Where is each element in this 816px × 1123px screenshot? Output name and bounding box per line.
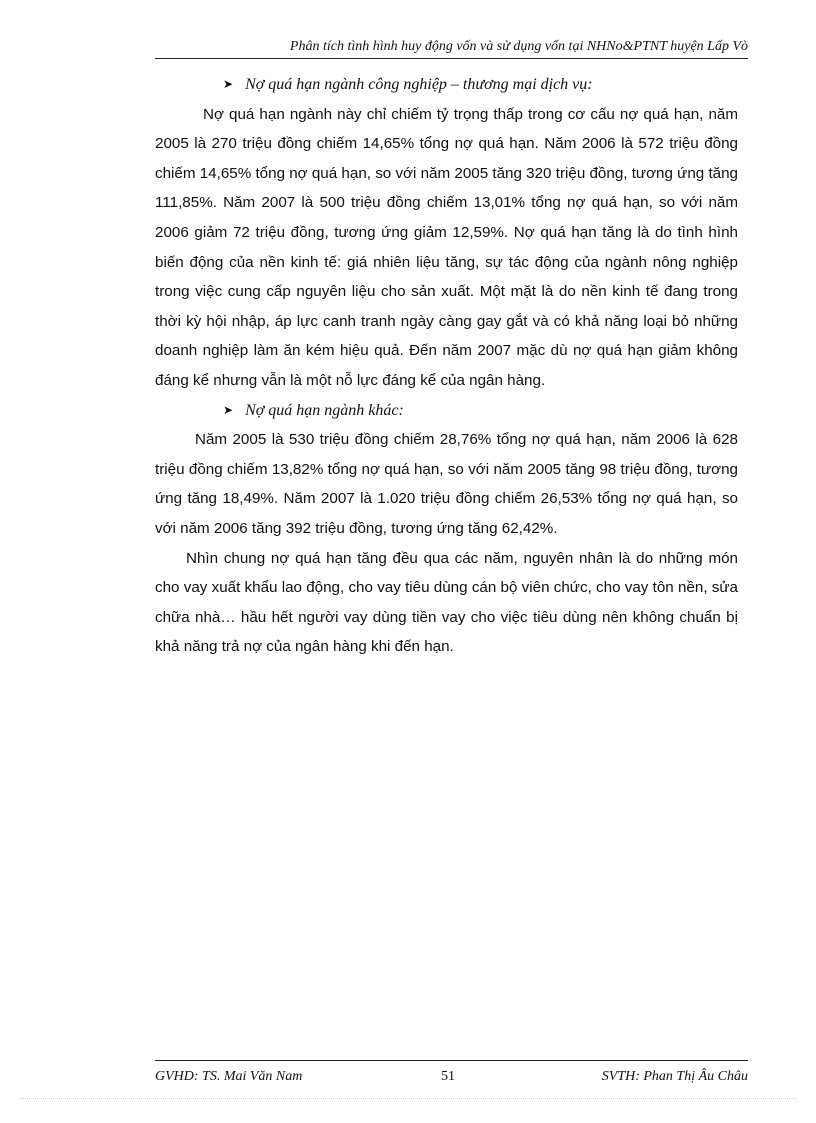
- paragraph-other: Năm 2005 là 530 triệu đồng chiếm 28,76% tổng nợ quá hạn, năm 2006 là 628 triệu đồng chiếm 13,82% tổng nợ quá hạn, so với năm 2005 tăng 98 triệu đồng, tương ứng tăng 18,49%. Năm 2007 là 1.020 triệu đồng chiếm 26,53% tổng nợ quá hạn, so với năm 2006 tăng 392 triệu đồng, tương ứng tăng 62,42%.: [155, 431, 738, 537]
- page-header: [155, 38, 748, 59]
- page-footer: [155, 1060, 748, 1089]
- arrow-bullet-icon: ➤: [223, 402, 234, 417]
- paragraph-conclusion: Nhìn chung nợ quá hạn tăng đều qua các năm, nguyên nhân là do những món cho vay xuất khẩu lao động, cho vay tiêu dùng cán bộ viên chức, cho vay tôn nền, sửa chữa nhà… hầu hết người vay dùng tiền vay cho việc tiêu dùng nên không chuẩn bị khả năng trả nợ của ngân hàng khi đến hạn.: [155, 549, 738, 656]
- header-title: Phân tích tình hình huy động vốn và sử dụng vốn tại NHNo&PTNT huyện Lấp Vò: [289, 39, 748, 54]
- paragraph-industry: Nợ quá hạn ngành này chỉ chiếm tỷ trọng thấp trong cơ cấu nợ quá hạn, năm 2005 là 270 triệu đồng chiếm 14,65% tổng nợ quá hạn. Năm 2006 là 572 triệu đồng chiếm 14,65% tổng nợ quá hạn, so với năm 2005 tăng 320 triệu đồng, tương ứng tăng 111,85%. Năm 2007 là 500 triệu đồng chiếm 13,01% tổng nợ quá hạn, so với năm 2006 giảm 72 triệu đồng, tương ứng giảm 12,59%. Nợ quá hạn tăng là do tình hình biến động của nền kinh tế: giá nhiên liệu tăng, sự tác động của ngành nông nghiệp trong việc cung cấp nguyên liệu cho sản xuất. Một mặt là do nền kinh tế đang trong thời kỳ hội nhập, áp lực canh tranh ngày càng gay gắt và có khả năng loại bỏ những doanh nghiệp làm ăn kém hiệu quả. Đến năm 2007 mặc dù nợ quá hạn giảm không đáng kể nhưng vẫn là một nỗ lực đáng kể của ngân hàng.: [155, 105, 739, 389]
- heading-text: Nợ quá hạn ngành công nghiệp – thương mại dịch vụ:: [245, 76, 593, 93]
- footer-student: SVTH: Phan Thị Âu Châu: [601, 1069, 748, 1084]
- section-heading-industry: [155, 70, 738, 100]
- page-border-dotted: [20, 1098, 796, 1099]
- heading-text: Nợ quá hạn ngành khác:: [245, 401, 404, 419]
- footer-advisor: GVHD: TS. Mai Văn Nam: [155, 1069, 303, 1084]
- page-number: 51: [441, 1069, 455, 1084]
- section-heading-other: [155, 396, 738, 426]
- arrow-bullet-icon: ➤: [223, 77, 234, 91]
- document-body: [155, 70, 738, 662]
